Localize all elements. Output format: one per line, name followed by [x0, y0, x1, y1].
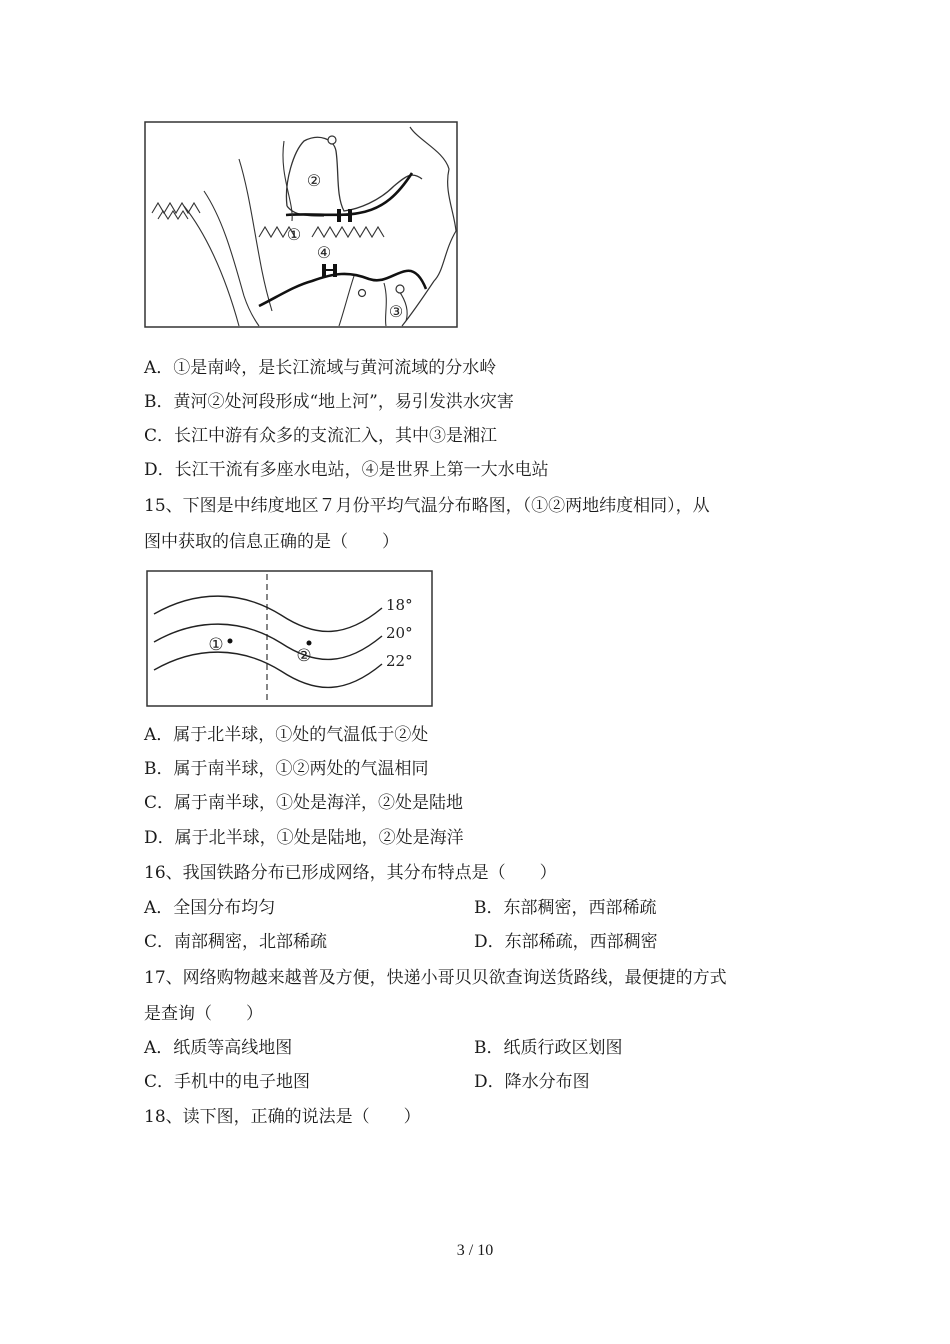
q16-option-a: A．全国分布均匀	[144, 898, 276, 918]
map-label-2: ②	[306, 171, 322, 190]
q15-option-b: B．属于南半球，①②两处的气温相同	[144, 759, 429, 779]
isotherm-label-18: 18°	[386, 596, 413, 614]
isotherm-label-22: 22°	[386, 652, 413, 670]
q15-option-a: A．属于北半球，①处的气温低于②处	[144, 725, 429, 745]
river-map-svg	[144, 121, 459, 329]
q15-stem-line1: 15、下图是中纬度地区７月份平均气温分布略图，（①②两地纬度相同），从	[144, 496, 710, 516]
q16-stem: 16、我国铁路分布已形成网络，其分布特点是（ ）	[144, 863, 557, 883]
map-label-1: ①	[286, 225, 302, 244]
q17-option-a: A．纸质等高线地图	[144, 1038, 293, 1058]
q17-stem-line1: 17、网络购物越来越普及方便，快递小哥贝贝欲查询送货路线，最便捷的方式	[144, 968, 727, 988]
page-number: 3 / 10	[456, 1242, 494, 1259]
q17-stem-line2: 是查询（ ）	[144, 1004, 263, 1024]
map-label-4: ④	[316, 243, 332, 262]
q14-option-c: C．长江中游有众多的支流汇入，其中③是湘江	[144, 426, 498, 446]
point-2-marker	[307, 641, 312, 646]
q15-option-d: D．属于北半球，①处是陆地，②处是海洋	[144, 828, 464, 848]
q15-option-c: C．属于南半球，①处是海洋，②处是陆地	[144, 793, 464, 813]
q18-stem: 18、读下图，正确的说法是（ ）	[144, 1107, 421, 1127]
q16-option-c: C．南部稠密，北部稀疏	[144, 932, 328, 952]
q14-option-a: A．①是南岭，是长江流域与黄河流域的分水岭	[144, 358, 497, 378]
q17-option-c: C．手机中的电子地图	[144, 1072, 311, 1092]
q17-option-b: B．纸质行政区划图	[474, 1038, 623, 1058]
q16-option-b: B．东部稠密，西部稀疏	[474, 898, 657, 918]
q14-option-d: D．长江干流有多座水电站，④是世界上第一大水电站	[144, 460, 549, 480]
q14-option-b: B．黄河②处河段形成“地上河”，易引发洪水灾害	[144, 392, 514, 412]
q17-option-d: D．降水分布图	[474, 1072, 590, 1092]
isotherm-figure	[146, 570, 434, 708]
q15-stem-line2: 图中获取的信息正确的是（ ）	[144, 532, 399, 552]
point-label-2: ②	[296, 646, 312, 666]
isotherm-svg	[146, 570, 434, 708]
map-label-3: ③	[388, 302, 404, 321]
point-1-marker	[228, 639, 233, 644]
q16-option-d: D．东部稀疏，西部稠密	[474, 932, 658, 952]
point-label-1: ①	[208, 635, 224, 655]
river-map-figure	[144, 121, 459, 329]
isotherm-label-20: 20°	[386, 624, 413, 642]
